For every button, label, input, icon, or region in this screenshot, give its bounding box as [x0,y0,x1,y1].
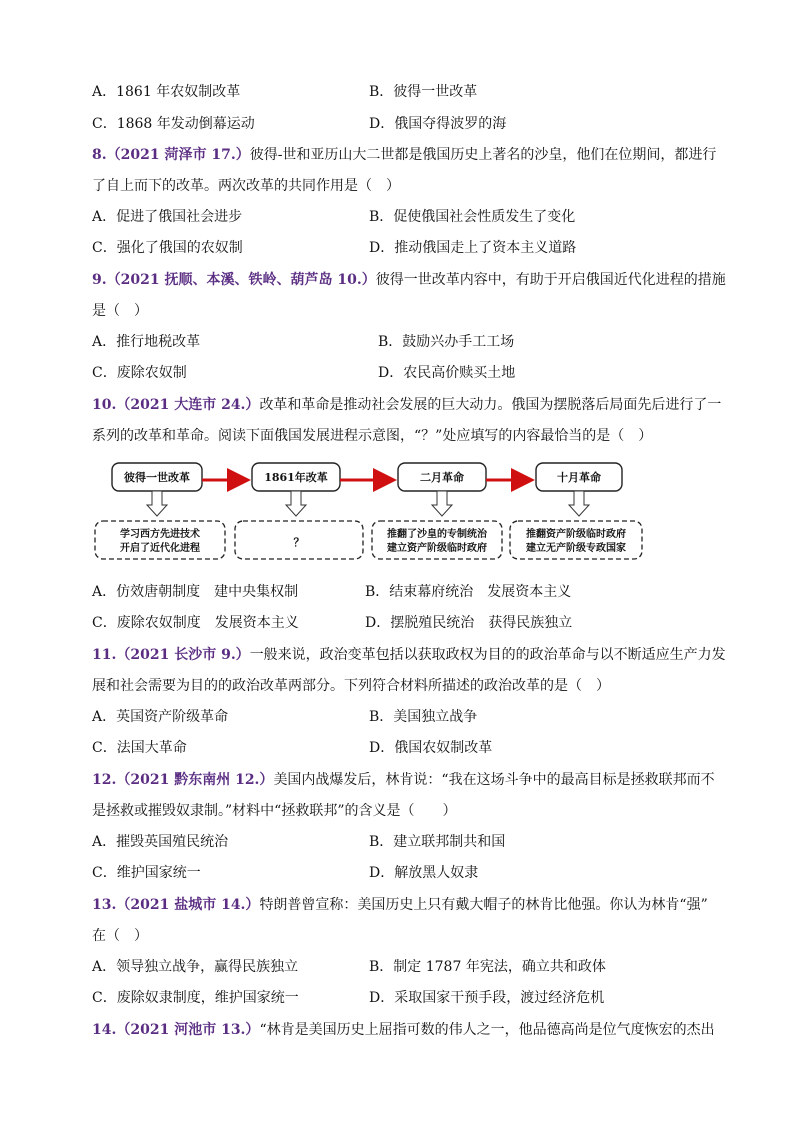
question-12-stem-cont: 是拯救或摧毁奴隶制。”材料中“拯救联邦”的含义是（ ） [92,803,457,819]
top-box-1-label: 彼得一世改革 [124,471,190,484]
top-box-3-label: 二月革命 [420,471,464,484]
russia-development-diagram [90,458,650,568]
option-a: A．推行地税改革 [92,334,201,350]
question-9-stem [92,270,726,290]
question-source: （2021 长沙市 9.） [116,647,250,663]
question-9-stem-cont: 是（ ） [92,303,148,319]
option-d: D．摆脱殖民统治 获得民族独立 [365,615,573,631]
option-b: B．美国独立战争 [369,709,478,725]
down-arrow-2 [286,491,306,516]
bottom-box-2-line1: ？ [293,536,305,549]
question-text: 美国内战爆发后，林肯说：“我在这场斗争中的最高目标是拯救联邦而不 [273,772,715,788]
question-source: （2021 河池市 13.） [116,1022,260,1038]
question-source: （2021 盐城市 14.） [116,897,260,913]
option-b: B．鼓励兴办手工工场 [378,334,515,350]
question-10-stem [92,395,721,415]
question-number: 8. [92,147,107,163]
question-10-stem-cont: 系列的改革和革命。阅读下面俄国发展进程示意图，“？”处应填写的内容最恰当的是（ ） [92,428,653,444]
option-c: C．强化了俄国的农奴制 [92,240,243,256]
question-text: 特朗普曾宣称：美国历史上只有戴大帽子的林肯比他强。你认为林肯“强” [259,897,708,913]
option-d: D．俄国农奴制改革 [369,740,493,756]
question-number: 12. [92,772,117,788]
question-number: 9. [92,272,107,288]
question-11-stem-cont: 展和社会需要为目的的政治改革两部分。下列符合材料所描述的政治改革的是（ ） [92,678,610,694]
top-box-2-label: 1861年改革 [264,471,328,484]
flow-diagram [90,458,650,568]
question-11-stem [92,645,726,665]
question-12-stem [92,770,715,790]
option-d: D．农民高价赎买土地 [378,365,516,381]
question-text: 一般来说，政治变革包括以获取政权为目的的政治革命与以不断适应生产力发 [249,647,726,663]
option-d: D．采取国家干预手段，渡过经济危机 [369,990,605,1006]
option-a: A．促进了俄国社会进步 [92,209,243,225]
option-b: B．建立联邦制共和国 [369,834,506,850]
question-13-stem [92,895,708,915]
question-14-stem [92,1020,715,1040]
question-text: “林肯是美国历史上屈指可数的伟人之一，他品德高尚是位气度恢宏的杰出 [259,1022,715,1038]
option-b: B．彼得一世改革 [369,84,478,100]
question-source: （2021 菏泽市 17.） [106,147,250,163]
option-a: A．摧毁英国殖民统治 [92,834,229,850]
option-d: D．推动俄国走上了资本主义道路 [369,240,577,256]
question-text: 彼得-世和亚历山大二世都是俄国历史上著名的沙皇，他们在位期间，都进行 [249,147,717,163]
question-source: （2021 抚顺、本溪、铁岭、葫芦岛 10.） [106,272,376,288]
question-8-stem [92,145,716,165]
option-c: C．维护国家统一 [92,865,201,881]
question-text: 改革和革命是推动社会发展的巨大动力。俄国为摆脱落后局面先后进行了一 [259,397,722,413]
option-b: B．结束幕府统治 发展资本主义 [365,584,572,600]
option-c: C．废除农奴制 [92,365,187,381]
option-a: A．领导独立战争，赢得民族独立 [92,959,299,975]
option-d: D．解放黑人奴隶 [369,865,479,881]
option-a: A．英国资产阶级革命 [92,709,229,725]
down-arrow-4 [569,491,589,516]
question-number: 10. [92,397,117,413]
option-a: A．仿效唐朝制度 建中央集权制 [92,584,299,600]
option-d: D．俄国夺得波罗的海 [369,116,507,132]
bottom-box-3-line2: 建立资产阶级临时政府 [387,543,487,554]
down-arrow-3 [432,491,452,516]
question-number: 11. [92,647,117,663]
option-c: C．废除奴隶制度，维护国家统一 [92,990,299,1006]
bottom-box-4-line2: 建立无产阶级专政国家 [526,543,626,554]
bottom-box-3-line1: 推翻了沙皇的专制统治 [387,529,487,540]
question-text: 彼得一世改革内容中，有助于开启俄国近代化进程的措施 [375,272,726,288]
bottom-box-4-line1: 推翻资产阶级临时政府 [526,529,626,540]
down-arrow-1 [147,491,167,516]
option-c: C．废除农奴制度 发展资本主义 [92,615,299,631]
question-number: 13. [92,897,117,913]
bottom-box-1-line2: 开启了近代化进程 [120,543,200,554]
option-b: B．促使俄国社会性质发生了变化 [369,209,576,225]
question-8-stem-cont: 了自上而下的改革。两次改革的共同作用是（ ） [92,178,400,194]
top-box-4-label: 十月革命 [557,471,601,484]
question-13-stem-cont: 在（ ） [92,928,148,944]
question-number: 14. [92,1022,117,1038]
question-source: （2021 大连市 24.） [116,397,260,413]
question-source: （2021 黔东南州 12.） [116,772,274,788]
option-c: C．1868 年发动倒幕运动 [92,116,255,132]
option-c: C．法国大革命 [92,740,187,756]
option-b: B．制定 1787 年宪法，确立共和政体 [369,959,606,975]
bottom-box-1-line1: 学习西方先进技术 [120,529,200,540]
option-a: A．1861 年农奴制改革 [92,84,241,100]
